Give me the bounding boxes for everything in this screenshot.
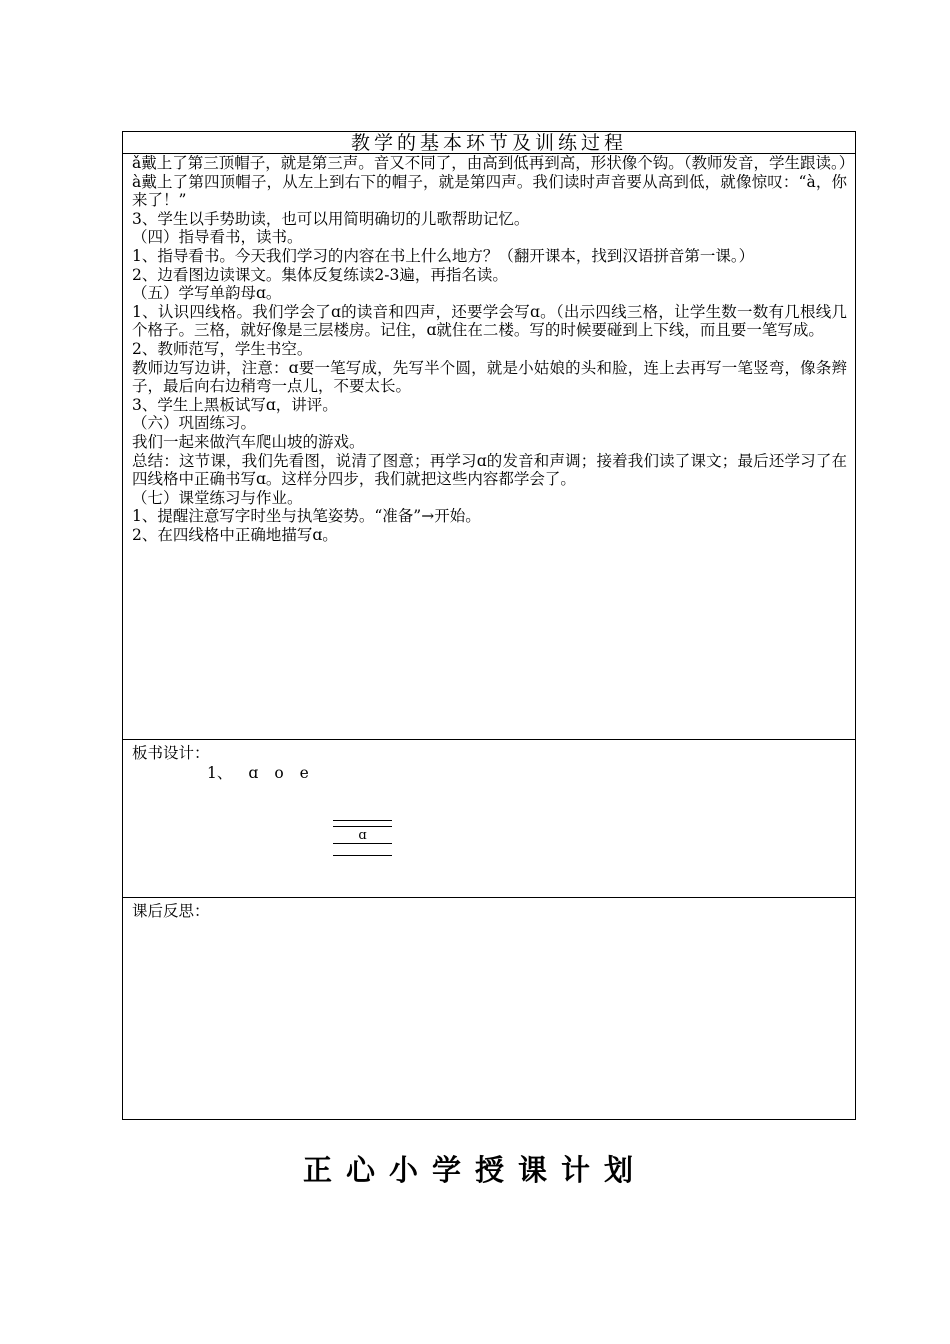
board-letter: ɑ [248,764,259,782]
section-title: 教学的基本环节及训练过程 [123,132,855,154]
board-item [207,764,309,782]
board-letter: o [274,764,284,782]
process-paragraph: 3、学生上黑板试写ɑ，讲评。 [132,395,338,414]
grid-line [333,843,392,844]
process-paragraph: à戴上了第四顶帽子，从左上到右下的帽子，就是第四声。我们读时声音要从高到低，就像惊叹：“à，你来了！” [132,172,847,210]
four-line-grid [333,820,392,856]
process-paragraph: ǎ戴上了第三顶帽子，就是第三声。音又不同了，由高到低再到高，形状像个钩。（教师发音，学生跟读。） [132,154,855,172]
process-paragraph: 3、学生以手势助读，也可以用简明确切的儿歌帮助记忆。 [132,209,530,228]
reflection-label: 课后反思： [132,902,210,920]
grid-line [333,826,392,827]
reflection-cell [123,898,855,1119]
teaching-process-cell [123,154,855,740]
board-design-cell [123,740,855,898]
process-paragraph: （七）课堂练习与作业。 [132,488,303,507]
grid-line [333,855,392,856]
process-paragraph: 2、在四线格中正确地描写ɑ。 [132,525,338,544]
process-paragraph: 1、指导看书。今天我们学习的内容在书上什么地方？（翻开课本，找到汉语拼音第一课。） [132,246,755,265]
board-letter: e [299,764,309,782]
process-paragraph: （六）巩固练习。 [132,414,257,433]
process-paragraph: （五）学写单韵母ɑ。 [132,284,282,303]
school-plan-title: 正心小学授课计划 [302,1153,647,1187]
lesson-plan-table [122,131,856,1120]
process-paragraph: （四）指导看书，读书。 [132,228,303,247]
process-paragraph: 教师边写边讲，注意：ɑ要一笔写成，先写半个圆，就是小姑娘的头和脸，连上去再写一笔竖弯，像条辫子，最后向右边稍弯一点儿，不要太长。 [132,358,847,396]
grid-line [333,820,392,821]
process-paragraph: 2、边看图边读课文。集体反复练读2-3遍，再指名读。 [132,265,508,284]
process-paragraph: 1、认识四线格。我们学会了ɑ的读音和四声，还要学会写ɑ。（出示四线三格，让学生数一数有几根线几个格子。三格，就好像是三层楼房。记住，ɑ就住在二楼。写的时候要碰到上下线，而且要一笔写成。 [132,302,847,340]
process-paragraph: 2、教师范写，学生书空。 [132,339,313,358]
board-design-label: 板书设计： [132,744,210,762]
board-item-number: 1、 [207,764,233,782]
process-paragraph: 1、提醒注意写字时坐与执笔姿势。“准备”→开始。 [132,507,481,526]
process-paragraph: 我们一起来做汽车爬山坡的游戏。 [132,432,365,451]
process-paragraph: 总结：这节课，我们先看图，说清了图意；再学习ɑ的发音和声调；接着我们读了课文；最后还学习了在四线格中正确书写ɑ。这样分四步，我们就把这些内容都学会了。 [132,451,847,489]
grid-letter: ɑ [358,828,367,843]
